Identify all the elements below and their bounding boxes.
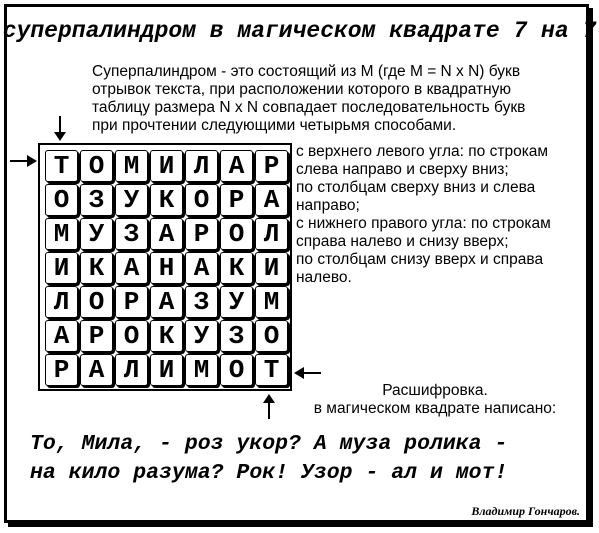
decode-line: Расшифровка.: [382, 382, 488, 399]
grid-cell: О: [80, 286, 113, 318]
intro-line: отрывок текста, при расположении которого в квадратную: [92, 81, 512, 98]
arrow-right-icon: [10, 154, 38, 168]
grid-cell: А: [150, 218, 183, 250]
magic-square: [38, 143, 292, 391]
grid-cell: И: [45, 252, 78, 284]
grid-cell: А: [150, 286, 183, 318]
grid-cell: А: [45, 320, 78, 352]
grid-cell: И: [255, 252, 288, 284]
page-title: суперпалиндром в магическом квадрате 7 на 7: [2, 18, 597, 44]
arrow-left-icon: [293, 366, 321, 380]
rule-line: с нижнего правого угла: по строкам: [296, 215, 551, 232]
author-signature: Владимир Гончаров.: [471, 504, 580, 518]
rule-line: слева направо и сверху вниз;: [296, 161, 509, 178]
letter-grid: [45, 150, 288, 386]
grid-cell: О: [80, 150, 113, 182]
grid-cell: О: [220, 218, 253, 250]
grid-cell: Р: [220, 184, 253, 216]
grid-cell: У: [115, 184, 148, 216]
grid-cell: А: [185, 252, 218, 284]
grid-cell: Т: [45, 150, 78, 182]
grid-cell: К: [80, 252, 113, 284]
grid-cell: А: [115, 252, 148, 284]
grid-cell: У: [220, 286, 253, 318]
rule-line: направо;: [296, 197, 360, 214]
grid-cell: Р: [80, 320, 113, 352]
grid-cell: М: [115, 150, 148, 182]
grid-cell: О: [45, 184, 78, 216]
intro-text: [92, 63, 592, 135]
grid-cell: Л: [255, 218, 288, 250]
grid-cell: Р: [45, 354, 78, 386]
decode-line: в магическом квадрате написано:: [313, 400, 557, 417]
grid-cell: О: [220, 354, 253, 386]
intro-line: при прочтении следующими четырьмя способами.: [92, 117, 457, 134]
grid-cell: У: [185, 320, 218, 352]
rule-line: по столбцам снизу вверх и справа: [296, 251, 544, 268]
grid-cell: У: [80, 218, 113, 250]
grid-cell: З: [220, 320, 253, 352]
grid-cell: З: [80, 184, 113, 216]
answer-line: То, Мила, - роз укор? А муза ролика -: [30, 432, 508, 456]
arrow-down-icon: [53, 116, 67, 142]
rule-line: налево.: [296, 269, 352, 286]
reading-rules: [296, 143, 591, 287]
grid-cell: К: [150, 184, 183, 216]
decoded-text: [30, 430, 580, 488]
answer-line: на кило разума? Рок! Узор - ал и мот!: [30, 461, 508, 485]
grid-cell: Р: [185, 218, 218, 250]
rule-line: с верхнего левого угла: по строкам: [296, 143, 549, 160]
grid-cell: К: [150, 320, 183, 352]
grid-cell: А: [255, 184, 288, 216]
grid-cell: З: [115, 218, 148, 250]
grid-cell: Н: [150, 252, 183, 284]
grid-cell: И: [150, 354, 183, 386]
grid-cell: О: [255, 320, 288, 352]
grid-cell: Т: [255, 354, 288, 386]
grid-cell: М: [255, 286, 288, 318]
grid-cell: Л: [185, 150, 218, 182]
grid-cell: О: [115, 320, 148, 352]
grid-cell: Л: [45, 286, 78, 318]
grid-cell: А: [80, 354, 113, 386]
grid-cell: А: [220, 150, 253, 182]
intro-line: Суперпалиндром - это состоящий из М (где М = N x N) букв: [92, 63, 521, 80]
grid-cell: М: [185, 354, 218, 386]
rule-line: справа налево и снизу вверх;: [296, 233, 509, 250]
grid-cell: И: [150, 150, 183, 182]
intro-line: таблицу размера N x N совпадает последовательность букв: [92, 99, 526, 116]
arrow-up-icon: [262, 393, 276, 419]
decode-caption: [300, 382, 570, 418]
grid-cell: Р: [115, 286, 148, 318]
grid-cell: О: [185, 184, 218, 216]
grid-cell: М: [45, 218, 78, 250]
grid-cell: Л: [115, 354, 148, 386]
grid-cell: Р: [255, 150, 288, 182]
grid-cell: З: [185, 286, 218, 318]
grid-cell: К: [220, 252, 253, 284]
rule-line: по столбцам сверху вниз и слева: [296, 179, 536, 196]
